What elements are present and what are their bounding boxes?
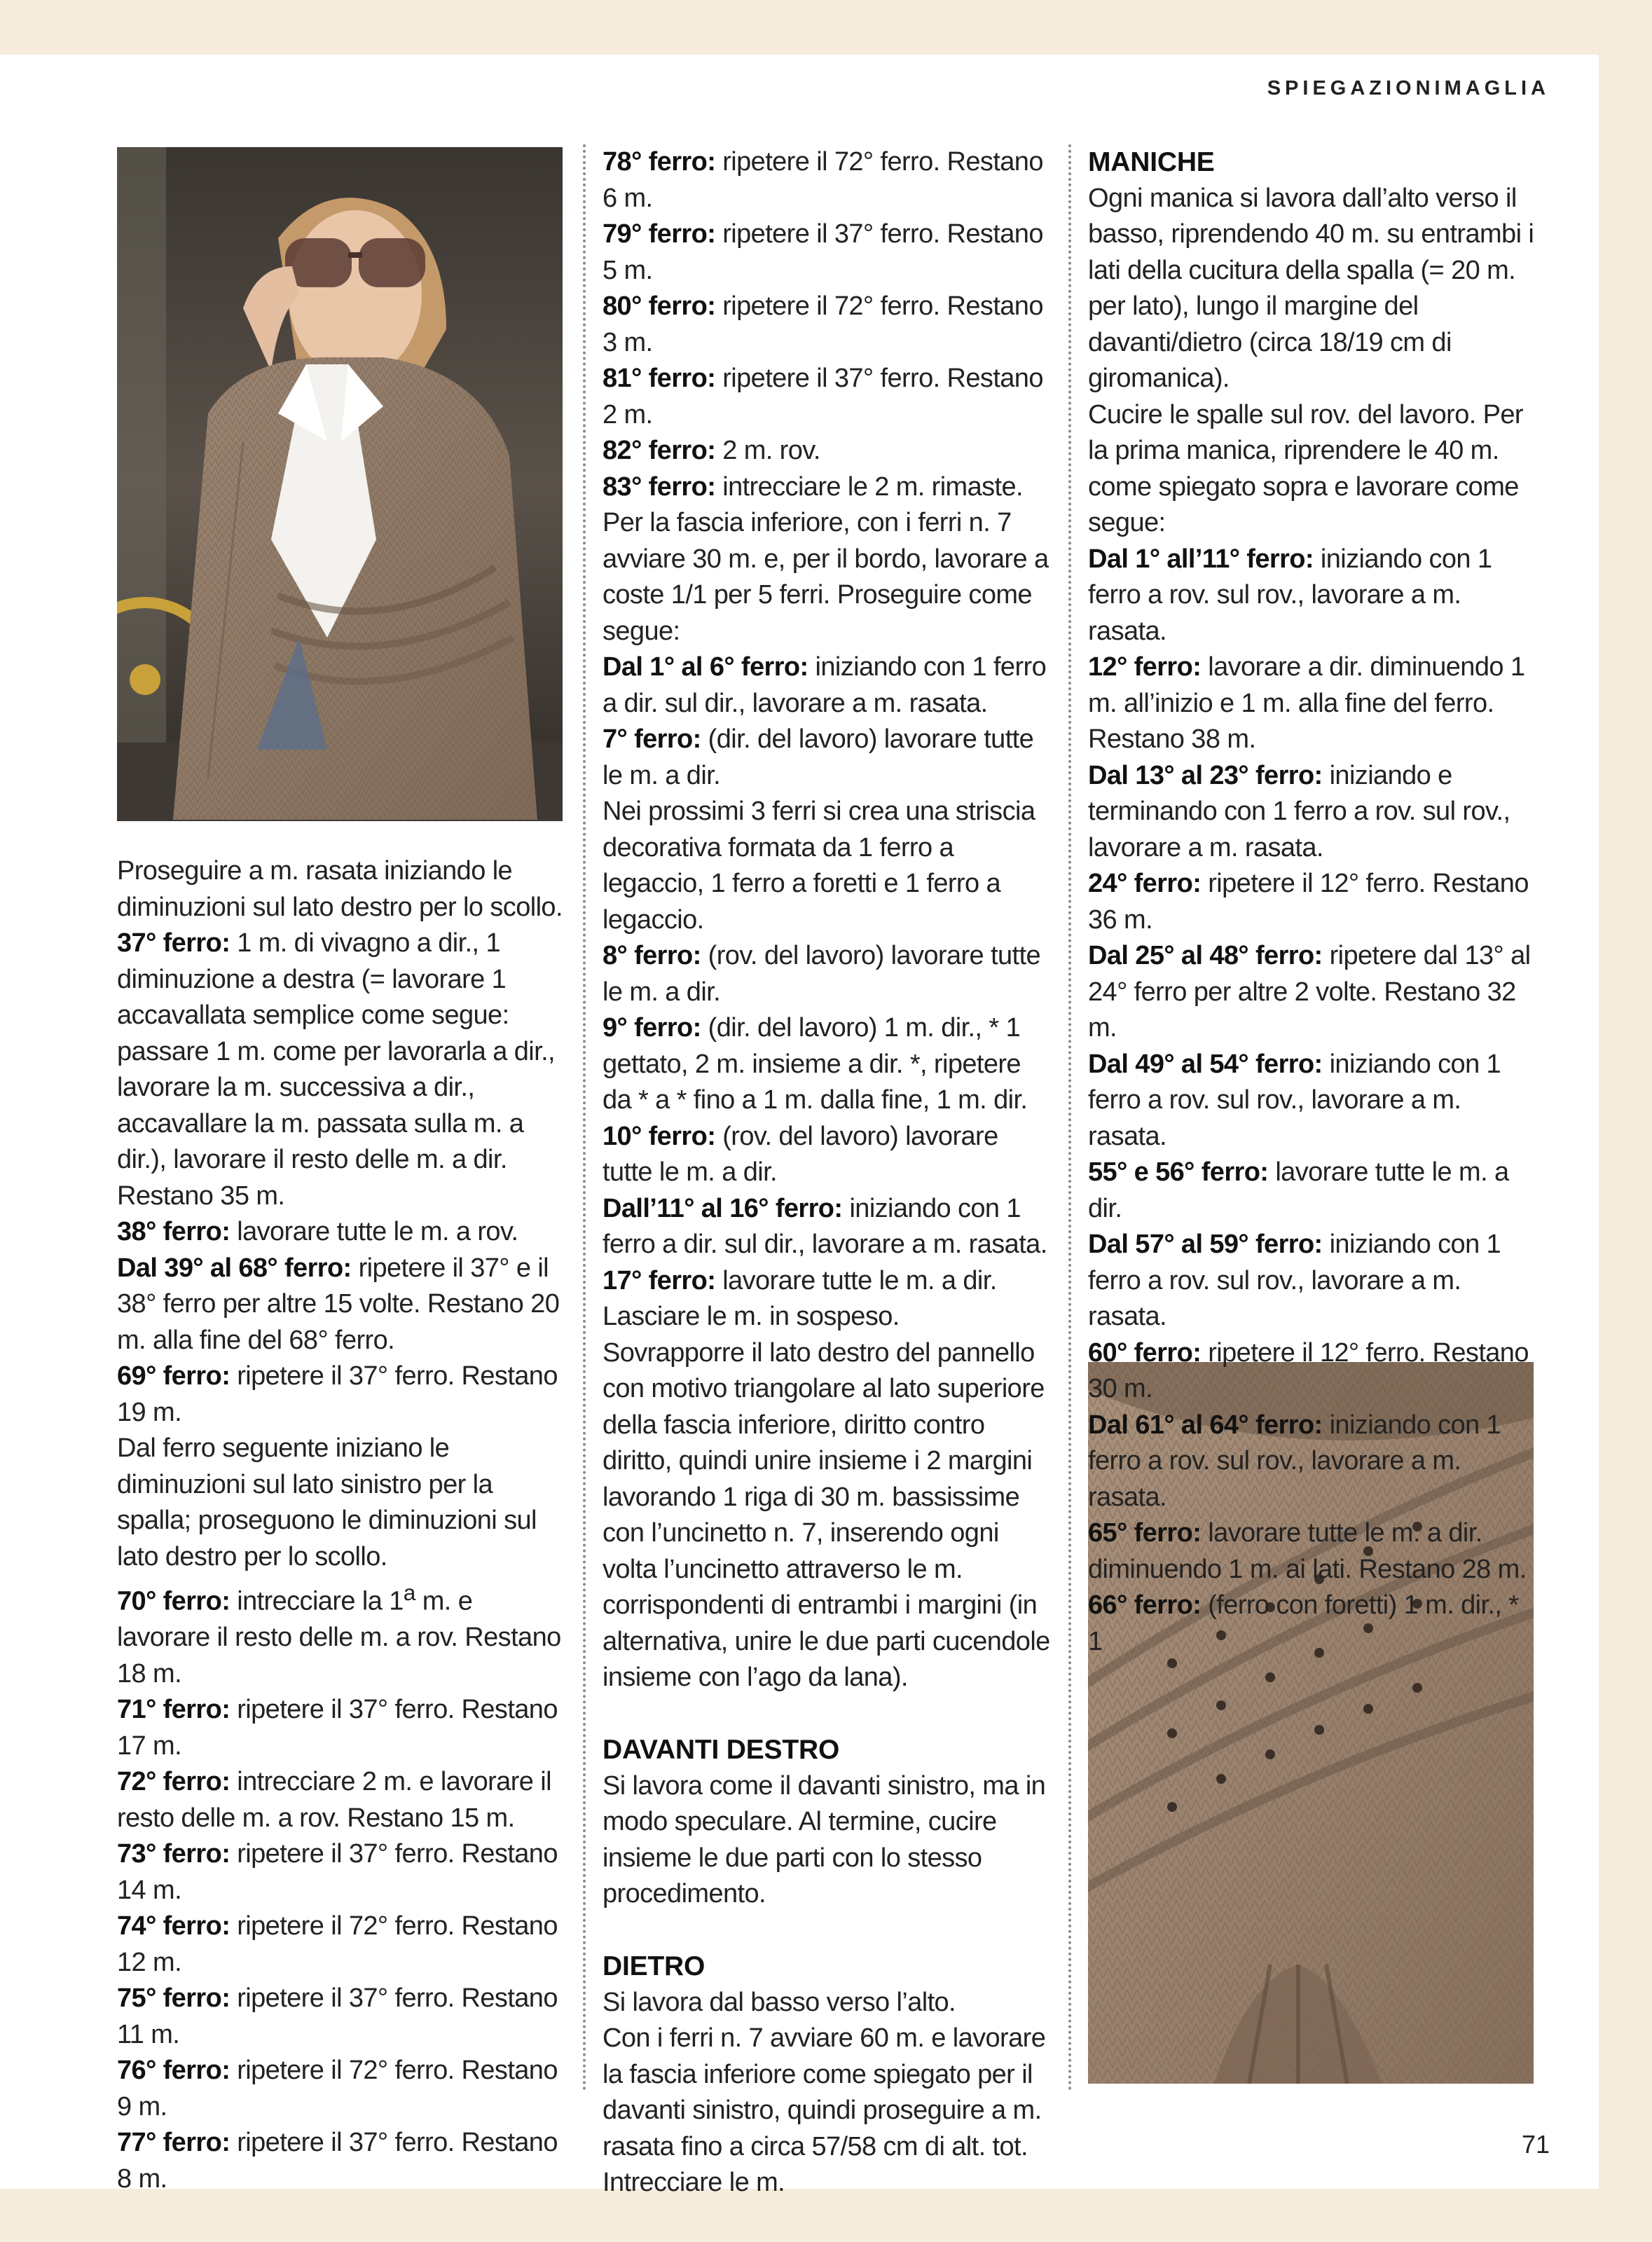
column-separator [1068, 144, 1071, 2092]
row-instruction: 37° ferro: 1 m. di vivagno a dir., 1 diminuzione a destra (= lavorare 1 accavallata semplice come segue: passare 1 m. come per lavorarla a dir., lavorare la m. successiva a dir., accavallare la m. passata sulla m. a dir.), lavorare il resto delle m. a dir. Restano 35 m. [117, 928, 555, 1211]
section-heading-davanti-destro: DAVANTI DESTRO [603, 1735, 840, 1765]
row-instruction: 66° ferro: (ferro con foretti) 1 m. dir., * 1 [1088, 1590, 1519, 1656]
row-instruction: 73° ferro: ripetere il 37° ferro. Restano 14 m. [117, 1839, 558, 1905]
row-instruction: 9° ferro: (dir. del lavoro) 1 m. dir., * 1 gettato, 2 m. insieme a dir. *, ripetere da * a * fino a 1 m. dalla fine, 1 m. dir. [603, 1013, 1028, 1115]
column-1 [117, 853, 565, 2197]
row-instruction: 7° ferro: (dir. del lavoro) lavorare tutte le m. a dir. [603, 724, 1034, 790]
model-photo [117, 147, 563, 821]
row-instruction: 71° ferro: ripetere il 37° ferro. Restano 17 m. [117, 1695, 558, 1761]
row-instruction: 60° ferro: ripetere il 12° ferro. Restano 30 m. [1088, 1337, 1529, 1403]
row-instruction: 70° ferro: intrecciare la 1$^a$ m. e lavorare il resto delle m. a rov. Restano 18 m. [117, 1580, 561, 1689]
paragraph: Si lavora dal basso verso l’alto. [603, 1987, 956, 2017]
paragraph: Cucire le spalle sul rov. del lavoro. Per la prima manica, riprendere le 40 m. come spiegato sopra e lavorare come segue: [1088, 399, 1523, 537]
row-instruction: 72° ferro: intrecciare 2 m. e lavorare il resto delle m. a rov. Restano 15 m. [117, 1767, 551, 1833]
paragraph: Proseguire a m. rasata iniziando le diminuzioni sul lato destro per lo scollo. [117, 856, 563, 922]
row-instruction: 12° ferro: lavorare a dir. diminuendo 1 m. all’inizio e 1 m. alla fine del ferro. Restano 38 m. [1088, 652, 1525, 754]
row-instruction: Dal 57° al 59° ferro: iniziando con 1 ferro a rov. sul rov., lavorare a m. rasata. [1088, 1230, 1501, 1331]
row-instruction: 65° ferro: lavorare tutte le m. a dir. diminuendo 1 m. ai lati. Restano 28 m. [1088, 1518, 1527, 1584]
row-instruction: Dal 61° al 64° ferro: iniziando con 1 ferro a rov. sul rov., lavorare a m. rasata. [1088, 1410, 1501, 1512]
row-instruction: 83° ferro: intrecciare le 2 m. rimaste. [603, 472, 1023, 502]
paragraph: Per la fascia inferiore, con i ferri n. 7 avviare 30 m. e, per il bordo, lavorare a coste 1/1 per 5 ferri. Proseguire come segue: [603, 508, 1049, 646]
row-instruction: 8° ferro: (rov. del lavoro) lavorare tutte le m. a dir. [603, 941, 1040, 1007]
page-number: 71 [1521, 2130, 1550, 2159]
row-instruction: 80° ferro: ripetere il 72° ferro. Restano 3 m. [603, 291, 1043, 357]
row-instruction: Dal 25° al 48° ferro: ripetere dal 13° al 24° ferro per altre 2 volte. Restano 32 m. [1088, 941, 1531, 1043]
model-photo-illustration [117, 147, 563, 821]
section-heading-dietro: DIETRO [603, 1951, 705, 1981]
paragraph: Si lavora come il davanti sinistro, ma in modo speculare. Al termine, cucire insieme le due parti con lo stesso procedimento. [603, 1770, 1046, 1909]
row-instruction: 17° ferro: lavorare tutte le m. a dir. [603, 1265, 997, 1295]
row-instruction: 76° ferro: ripetere il 72° ferro. Restano 9 m. [117, 2056, 558, 2121]
column-separator [583, 144, 586, 2092]
row-instruction: 75° ferro: ripetere il 37° ferro. Restano 11 m. [117, 1983, 558, 2049]
paragraph: Ogni manica si lavora dall’alto verso il basso, riprendendo 40 m. su entrambi i lati della cucitura della spalla (= 20 m. per lato), lungo il margine del davanti/dietro (circa 18/19 cm di giromanica). [1088, 183, 1534, 393]
row-instruction: Dall’11° al 16° ferro: iniziando con 1 ferro a dir. sul dir., lavorare a m. rasata. [603, 1193, 1047, 1259]
column-3 [1088, 144, 1536, 1660]
row-instruction: 79° ferro: ripetere il 37° ferro. Restano 5 m. [603, 219, 1043, 285]
paragraph: Nei prossimi 3 ferri si crea una striscia decorativa formata da 1 ferro a legaccio, 1 ferro a foretti e 1 ferro a legaccio. [603, 797, 1035, 935]
row-instruction: 69° ferro: ripetere il 37° ferro. Restano 19 m. [117, 1361, 558, 1427]
row-instruction: 10° ferro: (rov. del lavoro) lavorare tutte le m. a dir. [603, 1121, 998, 1187]
paragraph: Con i ferri n. 7 avviare 60 m. e lavorare la fascia inferiore come spiegato per il davanti sinistro, quindi proseguire a m. rasata fino a circa 57/58 cm di alt. tot. Intrecciare le m. [603, 2023, 1046, 2197]
paragraph: Dal ferro seguente iniziano le diminuzioni sul lato sinistro per la spalla; proseguono le diminuzioni sul lato destro per lo scollo. [117, 1433, 537, 1572]
row-instruction: Dal 39° al 68° ferro: ripetere il 37° e il 38° ferro per altre 15 volte. Restano 20 m. alla fine del 68° ferro. [117, 1253, 560, 1355]
section-heading-maniche: MANICHE [1088, 147, 1215, 177]
row-instruction: 82° ferro: 2 m. rov. [603, 436, 820, 465]
row-instruction: Dal 1° al 6° ferro: iniziando con 1 ferro a dir. sul dir., lavorare a m. rasata. [603, 652, 1047, 718]
row-instruction: 74° ferro: ripetere il 72° ferro. Restano 12 m. [117, 1911, 558, 1977]
row-instruction: 78° ferro: ripetere il 72° ferro. Restano 6 m. [603, 147, 1043, 213]
row-instruction: 81° ferro: ripetere il 37° ferro. Restano 2 m. [603, 364, 1043, 429]
row-instruction: 55° e 56° ferro: lavorare tutte le m. a dir. [1088, 1157, 1509, 1223]
row-instruction: 24° ferro: ripetere il 12° ferro. Restano 36 m. [1088, 869, 1529, 935]
row-instruction: Dal 1° all’11° ferro: iniziando con 1 ferro a rov. sul rov., lavorare a m. rasata. [1088, 544, 1492, 646]
row-instruction: Dal 49° al 54° ferro: iniziando con 1 ferro a rov. sul rov., lavorare a m. rasata. [1088, 1049, 1501, 1151]
row-instruction: 77° ferro: ripetere il 37° ferro. Restano 8 m. [117, 2128, 558, 2194]
running-head: SPIEGAZIONIMAGLIA [1267, 77, 1550, 99]
paragraph: Lasciare le m. in sospeso. [603, 1302, 900, 1331]
row-instruction: Dal 13° al 23° ferro: iniziando e terminando con 1 ferro a rov. sul rov., lavorare a m. rasata. [1088, 760, 1510, 862]
paragraph: Sovrapporre il lato destro del pannello con motivo triangolare al lato superiore della fascia inferiore, diritto contro diritto, quindi unire insieme i 2 margini lavorando 1 riga di 30 m. bassissime con l’uncinetto n. 7, inserendo ogni volta l’uncinetto attraverso le m. corrispondenti di entrambi i margini (in alternativa, unire le due parti cucendole insieme con l’ago da lana). [603, 1337, 1050, 1692]
row-instruction: 38° ferro: lavorare tutte le m. a rov. [117, 1217, 518, 1246]
column-2 [603, 144, 1051, 2201]
